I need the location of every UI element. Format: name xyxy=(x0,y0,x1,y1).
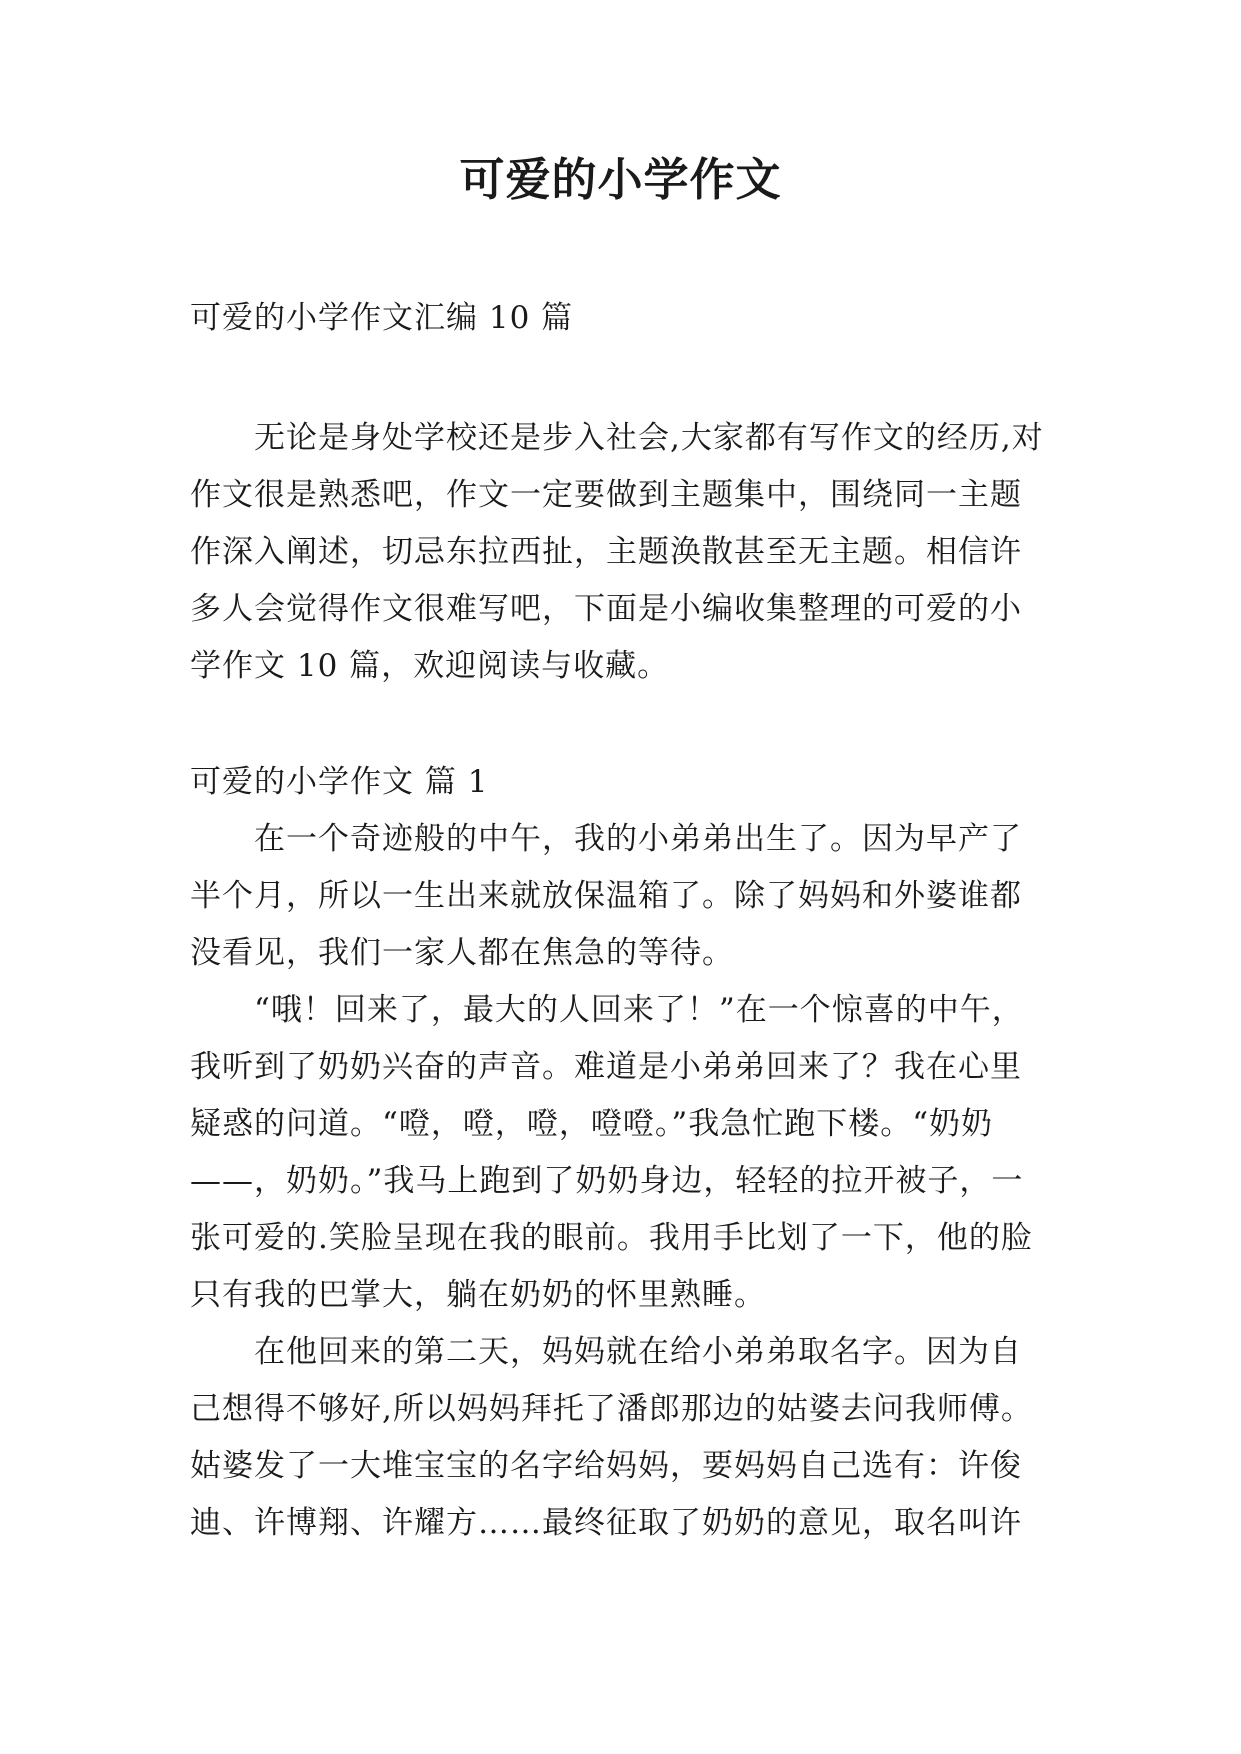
essay-paragraph: 在一个奇迹般的中午，我的小弟弟出生了。因为早产了半个月，所以一生出来就放保温箱了。除了妈妈和外婆谁都没看见，我们一家人都在焦急的等待。 xyxy=(190,821,1022,971)
document-title: 可爱的小学作文 xyxy=(459,153,782,206)
intro-paragraph: 无论是身处学校还是步入社会,大家都有写作文的经历,对作文很是熟悉吧，作文一定要做到主题集中，围绕同一主题作深入阐述，切忌东拉西扯，主题涣散甚至无主题。相信许多人会觉得作文很难写吧，下面是小编收集整理的可爱的小学作文 10 篇，欢迎阅读与收藏。 xyxy=(190,420,1044,684)
essay-paragraph: 在他回来的第二天，妈妈就在给小弟弟取名字。因为自己想得不够好,所以妈妈拜托了潘郎那边的姑婆去问我师傅。姑婆发了一大堆宝宝的名字给妈妈，要妈妈自己选有：许俊迪、许博翔、许耀方……最终征取了奶奶的意见，取名叫许 xyxy=(190,1334,1033,1541)
essay-heading: 可爱的小学作文 篇 1 xyxy=(190,764,489,800)
essay-paragraph: “哦！回来了，最大的人回来了！”在一个惊喜的中午，我听到了奶奶兴奋的声音。难道是小弟弟回来了？我在心里疑惑的问道。“噔，噔，噔，噔噔。”我急忙跑下楼。“奶奶——，奶奶。”我马上跑到了奶奶身边，轻轻的拉开被子，一张可爱的.笑脸呈现在我的眼前。我用手比划了一下，他的脸只有我的巴掌大，躺在奶奶的怀里熟睡。 xyxy=(190,992,1033,1313)
essay-section xyxy=(190,754,1050,1552)
document-subtitle: 可爱的小学作文汇编 10 篇 xyxy=(190,300,574,336)
